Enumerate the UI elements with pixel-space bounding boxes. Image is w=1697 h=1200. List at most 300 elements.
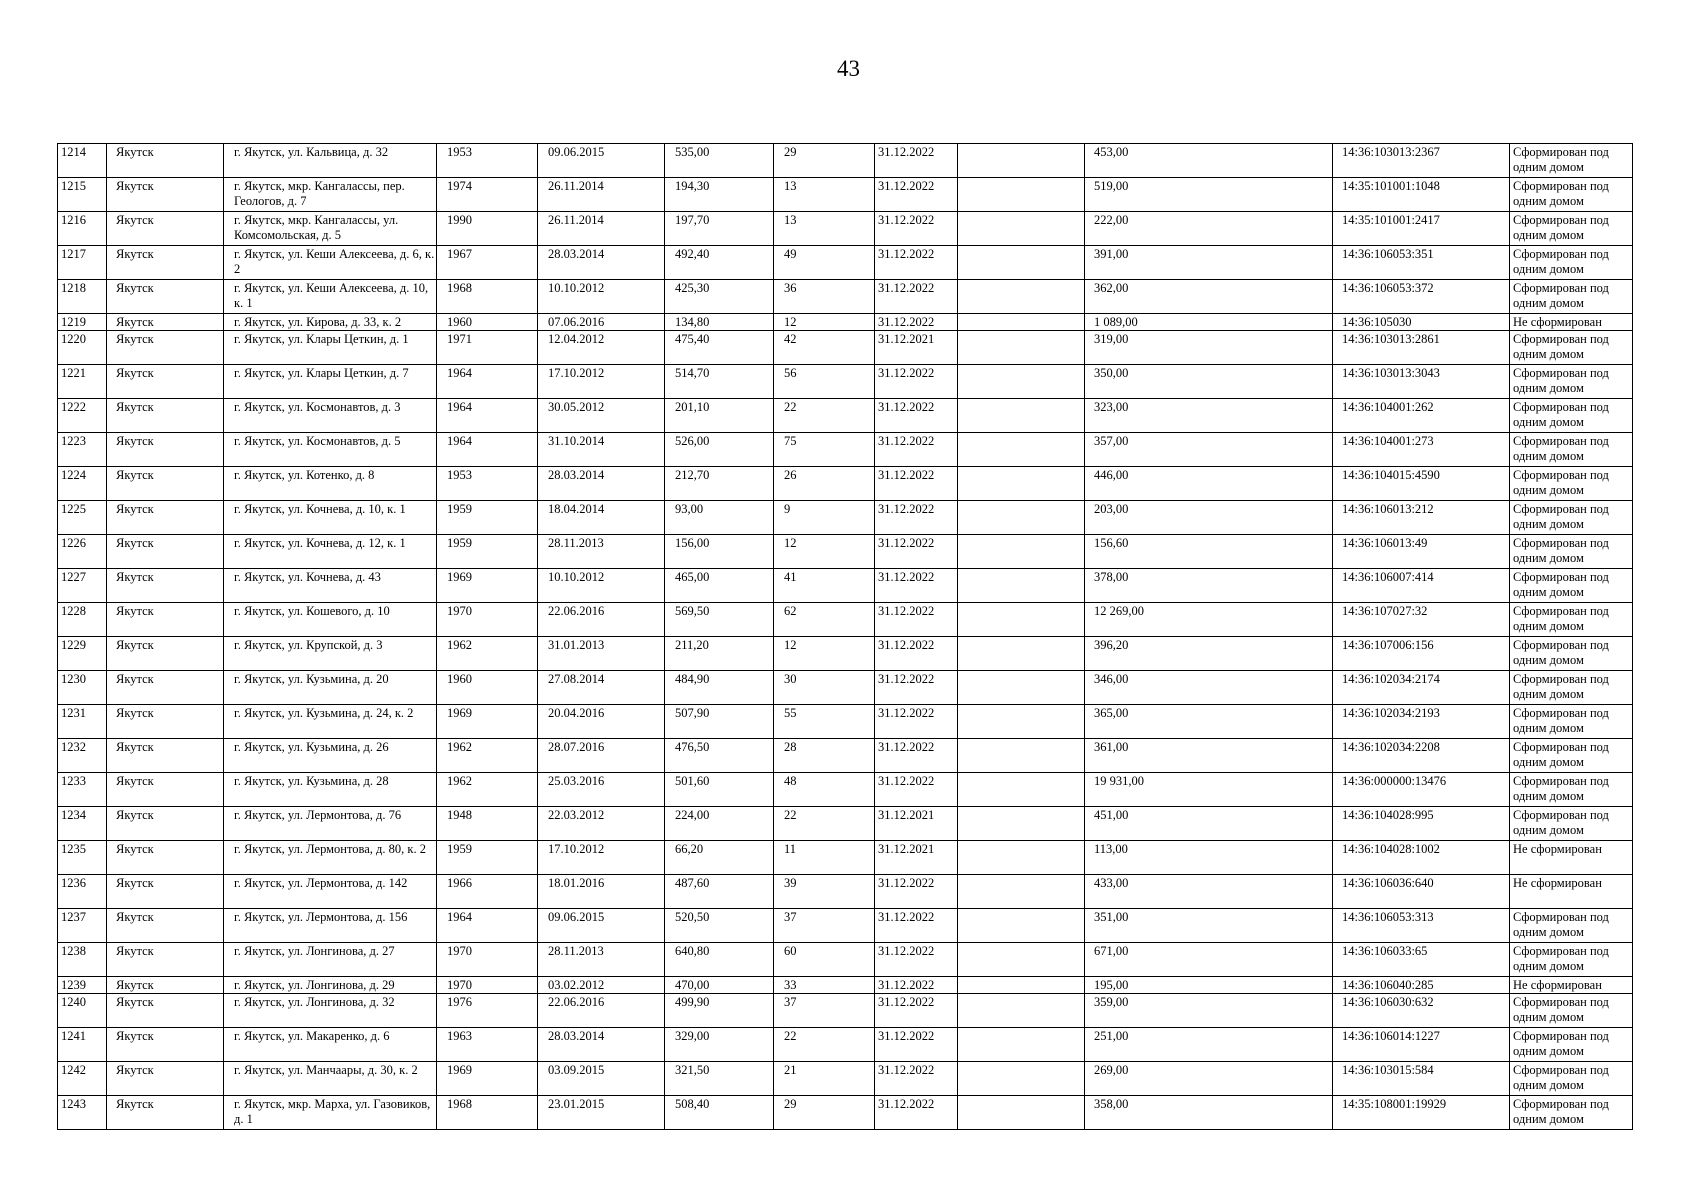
build-year-cell: 1962 bbox=[437, 739, 538, 773]
table-row bbox=[58, 178, 1633, 212]
build-year-cell: 1959 bbox=[437, 535, 538, 569]
land-area-cell: 12 269,00 bbox=[1085, 603, 1333, 637]
municipality-cell: Якутск bbox=[107, 1096, 224, 1130]
address-cell: г. Якутск, ул. Кирова, д. 33, к. 2 bbox=[224, 314, 437, 331]
cadastral-number-cell: 14:36:105030 bbox=[1333, 314, 1510, 331]
empty-cell-cell bbox=[958, 1096, 1085, 1130]
residents-count-cell: 12 bbox=[774, 535, 875, 569]
row-number-cell: 1222 bbox=[58, 399, 107, 433]
relocation-deadline-cell: 31.12.2022 bbox=[875, 773, 958, 807]
cadastral-number-cell: 14:36:106053:372 bbox=[1333, 280, 1510, 314]
row-number-cell: 1243 bbox=[58, 1096, 107, 1130]
empty-cell-cell bbox=[958, 1062, 1085, 1096]
address-cell: г. Якутск, ул. Кеши Алексеева, д. 10, к. 1 bbox=[224, 280, 437, 314]
address-cell: г. Якутск, мкр. Марха, ул. Газовиков, д. 1 bbox=[224, 1096, 437, 1130]
municipality-cell: Якутск bbox=[107, 467, 224, 501]
land-area-cell: 362,00 bbox=[1085, 280, 1333, 314]
total-area-cell: 134,80 bbox=[665, 314, 774, 331]
municipality-cell: Якутск bbox=[107, 212, 224, 246]
municipality-cell: Якутск bbox=[107, 637, 224, 671]
total-area-cell: 484,90 bbox=[665, 671, 774, 705]
address-cell: г. Якутск, ул. Манчаары, д. 30, к. 2 bbox=[224, 1062, 437, 1096]
address-cell: г. Якутск, ул. Кочнева, д. 10, к. 1 bbox=[224, 501, 437, 535]
residents-count-cell: 75 bbox=[774, 433, 875, 467]
row-number-cell: 1217 bbox=[58, 246, 107, 280]
municipality-cell: Якутск bbox=[107, 501, 224, 535]
recognition-date-cell: 27.08.2014 bbox=[538, 671, 665, 705]
residents-count-cell: 22 bbox=[774, 399, 875, 433]
recognition-date-cell: 22.06.2016 bbox=[538, 603, 665, 637]
table-row bbox=[58, 807, 1633, 841]
land-area-cell: 251,00 bbox=[1085, 1028, 1333, 1062]
build-year-cell: 1962 bbox=[437, 637, 538, 671]
municipality-cell: Якутск bbox=[107, 671, 224, 705]
relocation-deadline-cell: 31.12.2022 bbox=[875, 1096, 958, 1130]
land-status-cell: Сформирован под одним домом bbox=[1510, 773, 1633, 807]
relocation-deadline-cell: 31.12.2022 bbox=[875, 977, 958, 994]
land-status-cell: Не сформирован bbox=[1510, 977, 1633, 994]
residents-count-cell: 33 bbox=[774, 977, 875, 994]
cadastral-number-cell: 14:36:104028:1002 bbox=[1333, 841, 1510, 875]
cadastral-number-cell: 14:36:104001:273 bbox=[1333, 433, 1510, 467]
residents-count-cell: 12 bbox=[774, 314, 875, 331]
land-area-cell: 203,00 bbox=[1085, 501, 1333, 535]
land-status-cell: Сформирован под одним домом bbox=[1510, 365, 1633, 399]
relocation-deadline-cell: 31.12.2022 bbox=[875, 943, 958, 977]
cadastral-number-cell: 14:36:103015:584 bbox=[1333, 1062, 1510, 1096]
table-row bbox=[58, 909, 1633, 943]
empty-cell-cell bbox=[958, 399, 1085, 433]
row-number-cell: 1229 bbox=[58, 637, 107, 671]
total-area-cell: 321,50 bbox=[665, 1062, 774, 1096]
land-area-cell: 358,00 bbox=[1085, 1096, 1333, 1130]
table-row bbox=[58, 637, 1633, 671]
recognition-date-cell: 28.03.2014 bbox=[538, 1028, 665, 1062]
land-status-cell: Сформирован под одним домом bbox=[1510, 739, 1633, 773]
cadastral-number-cell: 14:35:101001:1048 bbox=[1333, 178, 1510, 212]
total-area-cell: 475,40 bbox=[665, 331, 774, 365]
land-area-cell: 350,00 bbox=[1085, 365, 1333, 399]
land-status-cell: Сформирован под одним домом bbox=[1510, 535, 1633, 569]
recognition-date-cell: 10.10.2012 bbox=[538, 569, 665, 603]
table-row bbox=[58, 535, 1633, 569]
cadastral-number-cell: 14:36:106033:65 bbox=[1333, 943, 1510, 977]
address-cell: г. Якутск, ул. Кузьмина, д. 28 bbox=[224, 773, 437, 807]
land-area-cell: 319,00 bbox=[1085, 331, 1333, 365]
row-number-cell: 1226 bbox=[58, 535, 107, 569]
cadastral-number-cell: 14:36:106007:414 bbox=[1333, 569, 1510, 603]
recognition-date-cell: 10.10.2012 bbox=[538, 280, 665, 314]
empty-cell-cell bbox=[958, 994, 1085, 1028]
relocation-deadline-cell: 31.12.2022 bbox=[875, 603, 958, 637]
row-number-cell: 1216 bbox=[58, 212, 107, 246]
land-status-cell: Сформирован под одним домом bbox=[1510, 1062, 1633, 1096]
municipality-cell: Якутск bbox=[107, 977, 224, 994]
build-year-cell: 1959 bbox=[437, 841, 538, 875]
address-cell: г. Якутск, ул. Лермонтова, д. 142 bbox=[224, 875, 437, 909]
land-status-cell: Не сформирован bbox=[1510, 841, 1633, 875]
total-area-cell: 569,50 bbox=[665, 603, 774, 637]
land-area-cell: 378,00 bbox=[1085, 569, 1333, 603]
municipality-cell: Якутск bbox=[107, 807, 224, 841]
residents-count-cell: 13 bbox=[774, 178, 875, 212]
build-year-cell: 1969 bbox=[437, 705, 538, 739]
residents-count-cell: 13 bbox=[774, 212, 875, 246]
cadastral-number-cell: 14:36:106053:351 bbox=[1333, 246, 1510, 280]
table-row bbox=[58, 671, 1633, 705]
recognition-date-cell: 30.05.2012 bbox=[538, 399, 665, 433]
empty-cell-cell bbox=[958, 705, 1085, 739]
empty-cell-cell bbox=[958, 178, 1085, 212]
relocation-deadline-cell: 31.12.2022 bbox=[875, 994, 958, 1028]
land-status-cell: Сформирован под одним домом bbox=[1510, 909, 1633, 943]
empty-cell-cell bbox=[958, 467, 1085, 501]
row-number-cell: 1220 bbox=[58, 331, 107, 365]
relocation-deadline-cell: 31.12.2022 bbox=[875, 705, 958, 739]
municipality-cell: Якутск bbox=[107, 399, 224, 433]
table-row bbox=[58, 331, 1633, 365]
cadastral-number-cell: 14:36:104015:4590 bbox=[1333, 467, 1510, 501]
empty-cell-cell bbox=[958, 739, 1085, 773]
empty-cell-cell bbox=[958, 603, 1085, 637]
row-number-cell: 1235 bbox=[58, 841, 107, 875]
municipality-cell: Якутск bbox=[107, 144, 224, 178]
land-status-cell: Сформирован под одним домом bbox=[1510, 280, 1633, 314]
land-area-cell: 113,00 bbox=[1085, 841, 1333, 875]
municipality-cell: Якутск bbox=[107, 1028, 224, 1062]
cadastral-number-cell: 14:35:101001:2417 bbox=[1333, 212, 1510, 246]
land-area-cell: 671,00 bbox=[1085, 943, 1333, 977]
table-row bbox=[58, 603, 1633, 637]
address-cell: г. Якутск, ул. Лермонтова, д. 80, к. 2 bbox=[224, 841, 437, 875]
land-area-cell: 361,00 bbox=[1085, 739, 1333, 773]
recognition-date-cell: 18.04.2014 bbox=[538, 501, 665, 535]
total-area-cell: 508,40 bbox=[665, 1096, 774, 1130]
empty-cell-cell bbox=[958, 875, 1085, 909]
table-row bbox=[58, 875, 1633, 909]
recognition-date-cell: 28.03.2014 bbox=[538, 467, 665, 501]
cadastral-number-cell: 14:36:107027:32 bbox=[1333, 603, 1510, 637]
relocation-deadline-cell: 31.12.2021 bbox=[875, 331, 958, 365]
residents-count-cell: 26 bbox=[774, 467, 875, 501]
cadastral-number-cell: 14:36:107006:156 bbox=[1333, 637, 1510, 671]
municipality-cell: Якутск bbox=[107, 365, 224, 399]
recognition-date-cell: 07.06.2016 bbox=[538, 314, 665, 331]
build-year-cell: 1964 bbox=[437, 909, 538, 943]
table-row bbox=[58, 365, 1633, 399]
build-year-cell: 1959 bbox=[437, 501, 538, 535]
build-year-cell: 1960 bbox=[437, 671, 538, 705]
table-row bbox=[58, 501, 1633, 535]
municipality-cell: Якутск bbox=[107, 875, 224, 909]
table-row bbox=[58, 773, 1633, 807]
recognition-date-cell: 31.10.2014 bbox=[538, 433, 665, 467]
recognition-date-cell: 26.11.2014 bbox=[538, 212, 665, 246]
total-area-cell: 514,70 bbox=[665, 365, 774, 399]
municipality-cell: Якутск bbox=[107, 314, 224, 331]
recognition-date-cell: 20.04.2016 bbox=[538, 705, 665, 739]
recognition-date-cell: 09.06.2015 bbox=[538, 909, 665, 943]
land-status-cell: Сформирован под одним домом bbox=[1510, 807, 1633, 841]
empty-cell-cell bbox=[958, 909, 1085, 943]
row-number-cell: 1234 bbox=[58, 807, 107, 841]
recognition-date-cell: 28.03.2014 bbox=[538, 246, 665, 280]
relocation-deadline-cell: 31.12.2022 bbox=[875, 909, 958, 943]
land-area-cell: 195,00 bbox=[1085, 977, 1333, 994]
address-cell: г. Якутск, ул. Клары Цеткин, д. 7 bbox=[224, 365, 437, 399]
relocation-deadline-cell: 31.12.2022 bbox=[875, 399, 958, 433]
build-year-cell: 1964 bbox=[437, 399, 538, 433]
relocation-deadline-cell: 31.12.2022 bbox=[875, 739, 958, 773]
municipality-cell: Якутск bbox=[107, 773, 224, 807]
land-status-cell: Сформирован под одним домом bbox=[1510, 144, 1633, 178]
empty-cell-cell bbox=[958, 280, 1085, 314]
table-row bbox=[58, 212, 1633, 246]
row-number-cell: 1239 bbox=[58, 977, 107, 994]
total-area-cell: 66,20 bbox=[665, 841, 774, 875]
total-area-cell: 487,60 bbox=[665, 875, 774, 909]
row-number-cell: 1219 bbox=[58, 314, 107, 331]
address-cell: г. Якутск, ул. Кузьмина, д. 20 bbox=[224, 671, 437, 705]
row-number-cell: 1215 bbox=[58, 178, 107, 212]
recognition-date-cell: 28.11.2013 bbox=[538, 535, 665, 569]
empty-cell-cell bbox=[958, 212, 1085, 246]
land-status-cell: Сформирован под одним домом bbox=[1510, 467, 1633, 501]
land-status-cell: Не сформирован bbox=[1510, 875, 1633, 909]
cadastral-number-cell: 14:36:106030:632 bbox=[1333, 994, 1510, 1028]
row-number-cell: 1231 bbox=[58, 705, 107, 739]
recognition-date-cell: 12.04.2012 bbox=[538, 331, 665, 365]
empty-cell-cell bbox=[958, 144, 1085, 178]
row-number-cell: 1232 bbox=[58, 739, 107, 773]
land-area-cell: 351,00 bbox=[1085, 909, 1333, 943]
municipality-cell: Якутск bbox=[107, 535, 224, 569]
row-number-cell: 1228 bbox=[58, 603, 107, 637]
total-area-cell: 499,90 bbox=[665, 994, 774, 1028]
address-cell: г. Якутск, ул. Кеши Алексеева, д. 6, к. 2 bbox=[224, 246, 437, 280]
row-number-cell: 1237 bbox=[58, 909, 107, 943]
land-status-cell: Не сформирован bbox=[1510, 314, 1633, 331]
total-area-cell: 201,10 bbox=[665, 399, 774, 433]
recognition-date-cell: 22.06.2016 bbox=[538, 994, 665, 1028]
relocation-deadline-cell: 31.12.2022 bbox=[875, 280, 958, 314]
recognition-date-cell: 18.01.2016 bbox=[538, 875, 665, 909]
build-year-cell: 1962 bbox=[437, 773, 538, 807]
municipality-cell: Якутск bbox=[107, 739, 224, 773]
build-year-cell: 1968 bbox=[437, 1096, 538, 1130]
recognition-date-cell: 26.11.2014 bbox=[538, 178, 665, 212]
empty-cell-cell bbox=[958, 433, 1085, 467]
empty-cell-cell bbox=[958, 501, 1085, 535]
recognition-date-cell: 03.09.2015 bbox=[538, 1062, 665, 1096]
residents-count-cell: 30 bbox=[774, 671, 875, 705]
cadastral-number-cell: 14:36:102034:2208 bbox=[1333, 739, 1510, 773]
table-row bbox=[58, 569, 1633, 603]
empty-cell-cell bbox=[958, 637, 1085, 671]
total-area-cell: 93,00 bbox=[665, 501, 774, 535]
address-cell: г. Якутск, мкр. Кангалассы, ул. Комсомольская, д. 5 bbox=[224, 212, 437, 246]
table-row bbox=[58, 314, 1633, 331]
land-area-cell: 156,60 bbox=[1085, 535, 1333, 569]
build-year-cell: 1966 bbox=[437, 875, 538, 909]
land-status-cell: Сформирован под одним домом bbox=[1510, 637, 1633, 671]
land-area-cell: 222,00 bbox=[1085, 212, 1333, 246]
residents-count-cell: 49 bbox=[774, 246, 875, 280]
land-area-cell: 346,00 bbox=[1085, 671, 1333, 705]
land-status-cell: Сформирован под одним домом bbox=[1510, 1028, 1633, 1062]
address-cell: г. Якутск, ул. Лермонтова, д. 76 bbox=[224, 807, 437, 841]
land-status-cell: Сформирован под одним домом bbox=[1510, 501, 1633, 535]
municipality-cell: Якутск bbox=[107, 433, 224, 467]
address-cell: г. Якутск, ул. Кочнева, д. 43 bbox=[224, 569, 437, 603]
total-area-cell: 501,60 bbox=[665, 773, 774, 807]
relocation-deadline-cell: 31.12.2021 bbox=[875, 807, 958, 841]
relocation-deadline-cell: 31.12.2022 bbox=[875, 637, 958, 671]
land-status-cell: Сформирован под одним домом bbox=[1510, 569, 1633, 603]
table-row bbox=[58, 280, 1633, 314]
municipality-cell: Якутск bbox=[107, 178, 224, 212]
recognition-date-cell: 31.01.2013 bbox=[538, 637, 665, 671]
build-year-cell: 1968 bbox=[437, 280, 538, 314]
cadastral-number-cell: 14:35:108001:19929 bbox=[1333, 1096, 1510, 1130]
recognition-date-cell: 22.03.2012 bbox=[538, 807, 665, 841]
relocation-deadline-cell: 31.12.2022 bbox=[875, 246, 958, 280]
relocation-deadline-cell: 31.12.2022 bbox=[875, 569, 958, 603]
table-row bbox=[58, 739, 1633, 773]
row-number-cell: 1241 bbox=[58, 1028, 107, 1062]
build-year-cell: 1963 bbox=[437, 1028, 538, 1062]
relocation-deadline-cell: 31.12.2022 bbox=[875, 1062, 958, 1096]
relocation-deadline-cell: 31.12.2022 bbox=[875, 875, 958, 909]
table-row bbox=[58, 144, 1633, 178]
address-cell: г. Якутск, ул. Кальвица, д. 32 bbox=[224, 144, 437, 178]
recognition-date-cell: 28.07.2016 bbox=[538, 739, 665, 773]
total-area-cell: 212,70 bbox=[665, 467, 774, 501]
relocation-deadline-cell: 31.12.2022 bbox=[875, 671, 958, 705]
cadastral-number-cell: 14:36:106013:49 bbox=[1333, 535, 1510, 569]
municipality-cell: Якутск bbox=[107, 909, 224, 943]
table-row bbox=[58, 467, 1633, 501]
build-year-cell: 1976 bbox=[437, 994, 538, 1028]
land-status-cell: Сформирован под одним домом bbox=[1510, 246, 1633, 280]
address-cell: г. Якутск, ул. Крупской, д. 3 bbox=[224, 637, 437, 671]
address-cell: г. Якутск, ул. Котенко, д. 8 bbox=[224, 467, 437, 501]
residents-count-cell: 12 bbox=[774, 637, 875, 671]
build-year-cell: 1953 bbox=[437, 467, 538, 501]
row-number-cell: 1224 bbox=[58, 467, 107, 501]
row-number-cell: 1233 bbox=[58, 773, 107, 807]
table-row bbox=[58, 433, 1633, 467]
residents-count-cell: 28 bbox=[774, 739, 875, 773]
total-area-cell: 640,80 bbox=[665, 943, 774, 977]
relocation-deadline-cell: 31.12.2022 bbox=[875, 178, 958, 212]
address-cell: г. Якутск, ул. Кочнева, д. 12, к. 1 bbox=[224, 535, 437, 569]
recognition-date-cell: 09.06.2015 bbox=[538, 144, 665, 178]
table-row bbox=[58, 1028, 1633, 1062]
cadastral-number-cell: 14:36:104028:995 bbox=[1333, 807, 1510, 841]
cadastral-number-cell: 14:36:106014:1227 bbox=[1333, 1028, 1510, 1062]
total-area-cell: 492,40 bbox=[665, 246, 774, 280]
residents-count-cell: 39 bbox=[774, 875, 875, 909]
build-year-cell: 1970 bbox=[437, 603, 538, 637]
total-area-cell: 156,00 bbox=[665, 535, 774, 569]
build-year-cell: 1948 bbox=[437, 807, 538, 841]
municipality-cell: Якутск bbox=[107, 603, 224, 637]
address-cell: г. Якутск, ул. Лермонтова, д. 156 bbox=[224, 909, 437, 943]
residents-count-cell: 55 bbox=[774, 705, 875, 739]
residents-count-cell: 56 bbox=[774, 365, 875, 399]
municipality-cell: Якутск bbox=[107, 569, 224, 603]
municipality-cell: Якутск bbox=[107, 841, 224, 875]
row-number-cell: 1214 bbox=[58, 144, 107, 178]
relocation-deadline-cell: 31.12.2022 bbox=[875, 314, 958, 331]
build-year-cell: 1969 bbox=[437, 1062, 538, 1096]
land-area-cell: 359,00 bbox=[1085, 994, 1333, 1028]
total-area-cell: 194,30 bbox=[665, 178, 774, 212]
land-area-cell: 433,00 bbox=[1085, 875, 1333, 909]
municipality-cell: Якутск bbox=[107, 280, 224, 314]
total-area-cell: 211,20 bbox=[665, 637, 774, 671]
build-year-cell: 1964 bbox=[437, 433, 538, 467]
row-number-cell: 1238 bbox=[58, 943, 107, 977]
table-row bbox=[58, 246, 1633, 280]
land-status-cell: Сформирован под одним домом bbox=[1510, 943, 1633, 977]
land-status-cell: Сформирован под одним домом bbox=[1510, 705, 1633, 739]
address-cell: г. Якутск, ул. Лонгинова, д. 27 bbox=[224, 943, 437, 977]
address-cell: г. Якутск, ул. Кузьмина, д. 26 bbox=[224, 739, 437, 773]
land-area-cell: 1 089,00 bbox=[1085, 314, 1333, 331]
cadastral-number-cell: 14:36:104001:262 bbox=[1333, 399, 1510, 433]
land-area-cell: 357,00 bbox=[1085, 433, 1333, 467]
land-status-cell: Сформирован под одним домом bbox=[1510, 178, 1633, 212]
total-area-cell: 425,30 bbox=[665, 280, 774, 314]
cadastral-number-cell: 14:36:103013:3043 bbox=[1333, 365, 1510, 399]
build-year-cell: 1970 bbox=[437, 977, 538, 994]
recognition-date-cell: 25.03.2016 bbox=[538, 773, 665, 807]
row-number-cell: 1223 bbox=[58, 433, 107, 467]
land-status-cell: Сформирован под одним домом bbox=[1510, 433, 1633, 467]
total-area-cell: 526,00 bbox=[665, 433, 774, 467]
build-year-cell: 1964 bbox=[437, 365, 538, 399]
address-cell: г. Якутск, ул. Космонавтов, д. 5 bbox=[224, 433, 437, 467]
address-cell: г. Якутск, ул. Кузьмина, д. 24, к. 2 bbox=[224, 705, 437, 739]
cadastral-number-cell: 14:36:106053:313 bbox=[1333, 909, 1510, 943]
land-area-cell: 365,00 bbox=[1085, 705, 1333, 739]
registry-body bbox=[58, 144, 1633, 1130]
residents-count-cell: 48 bbox=[774, 773, 875, 807]
page-number: 43 bbox=[837, 56, 860, 81]
total-area-cell: 197,70 bbox=[665, 212, 774, 246]
build-year-cell: 1967 bbox=[437, 246, 538, 280]
residents-count-cell: 9 bbox=[774, 501, 875, 535]
municipality-cell: Якутск bbox=[107, 246, 224, 280]
build-year-cell: 1990 bbox=[437, 212, 538, 246]
residents-count-cell: 42 bbox=[774, 331, 875, 365]
build-year-cell: 1970 bbox=[437, 943, 538, 977]
cadastral-number-cell: 14:36:106040:285 bbox=[1333, 977, 1510, 994]
total-area-cell: 535,00 bbox=[665, 144, 774, 178]
total-area-cell: 465,00 bbox=[665, 569, 774, 603]
total-area-cell: 224,00 bbox=[665, 807, 774, 841]
row-number-cell: 1225 bbox=[58, 501, 107, 535]
table-row bbox=[58, 943, 1633, 977]
empty-cell-cell bbox=[958, 773, 1085, 807]
empty-cell-cell bbox=[958, 977, 1085, 994]
recognition-date-cell: 03.02.2012 bbox=[538, 977, 665, 994]
total-area-cell: 520,50 bbox=[665, 909, 774, 943]
build-year-cell: 1969 bbox=[437, 569, 538, 603]
address-cell: г. Якутск, ул. Клары Цеткин, д. 1 bbox=[224, 331, 437, 365]
